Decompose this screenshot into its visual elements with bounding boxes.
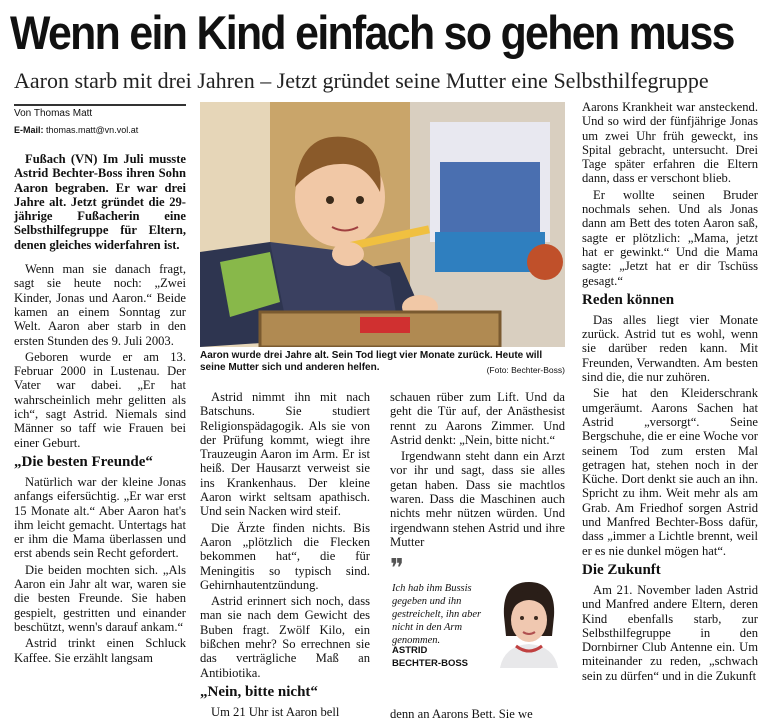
section-heading: Reden können	[582, 291, 675, 308]
mother-portrait-icon	[496, 576, 562, 668]
pull-quote	[390, 554, 568, 674]
paragraph: Astrid trinkt einen Schluck Kaffee. Sie erzählt langsam	[14, 636, 186, 665]
paragraph: Das alles liegt vier Monate zurück. Astrid tut es wohl, wenn sie darüber reden kann. Mit Freunden, Verwandten. Am besten sind die, die nur zuhören.	[582, 312, 758, 385]
column1-clip	[0, 150, 192, 720]
paragraph: Am 21. November laden Astrid und Manfred andere Eltern, deren Kind ebenfalls starb, zur Selbsthilfegruppe in den Dornbirner Club Antenne ein. Um miteinander zu reden, „schwach sein zu dürfen“ und in die Zukunft	[582, 582, 758, 683]
paragraph: Die Ärzte finden nichts. Bis Aaron „plötzlich die Flecken bekommen hat“, die für Meningitis so typisch sind. Gehirnhautentzündung.	[200, 520, 370, 592]
section-heading: Die Zukunft	[582, 561, 661, 578]
column3-continued-clip	[386, 700, 572, 720]
paragraph: schauen rüber zum Lift. Und da geht die Tür auf, der Anästhesist rennt zu Aarons Zimmer. Und Astrid denkt: „Nein, bitte nicht.“	[390, 390, 565, 447]
pull-quote-attribution	[392, 644, 492, 670]
lead-paragraph: Fußach (VN) Im Juli musste Astrid Bechter-Boss ihren Sohn Aaron begraben. Er war drei Jahre alt. Jetzt gründet die 29-jährige Fußacherin eine Selbsthilfegruppe für Eltern, denen gleiches widerfahren ist.	[14, 152, 186, 252]
attribution-first-name: ASTRID	[392, 645, 428, 656]
paragraph: Irgendwann steht dann ein Arzt vor ihr und sagt, dass sie alles getan haben. Dass sie machtlos waren. Dass die Maschinen auch nichts mehr nützen würden. Und irgendwann stehen Astrid und ihre Mutter	[390, 449, 565, 549]
attribution-last-name: BECHTER-BOSS	[392, 658, 469, 669]
headline: Wenn ein Kind einfach so gehen muss	[10, 6, 734, 59]
column2-clip	[196, 388, 376, 720]
author-name: Von Thomas Matt	[14, 108, 93, 119]
column3-clip	[386, 388, 572, 560]
article-column-1	[14, 152, 186, 667]
paragraph: denn an Aarons Bett. Sie we	[390, 707, 533, 720]
subheadline: Aaron starb mit drei Jahren – Jetzt gründet seine Mutter eine Selbsthilfegruppe	[14, 68, 709, 93]
photo-credit: (Foto: Bechter-Boss)	[486, 365, 565, 375]
article-column-3	[390, 390, 565, 551]
photo-caption-block	[200, 350, 565, 376]
author-email: thomas.matt@vn.vol.at	[46, 125, 139, 135]
paragraph: Er wollte seinen Bruder nochmals sehen. Und als Jonas dann am Bett des toten Aaron saß, sagte er plötzlich: „Mama, jetzt hat er gewinkt.“ Und die Mama sagte: „Jetzt hat er dir Tschüss gesagt.“	[582, 187, 758, 288]
paragraph: Astrid nimmt ihn mit nach Batschuns. Sie studiert Religionspädagogik. Als sie von der Prüfung kommt, wiegt ihre Trauzeugin Aaron im Arm. Er ist heiß. Der Hausarzt verweist sie ins Krankenhaus. Der kleine Aaron wirkt seltsam apathisch. Und sein Nacken wird steif.	[200, 390, 370, 519]
section-heading: „Nein, bitte nicht“	[200, 683, 318, 700]
paragraph: Natürlich war der kleine Jonas anfangs eifersüchtig. „Er war erst 15 Monate alt.“ Aber Aaron hat's ihm leicht gemacht. Untertags hat er ihm die Mama überlassen und erst abends sein Recht gefordert.	[14, 474, 186, 561]
article-column-4	[582, 100, 758, 685]
author-email-line	[14, 122, 186, 138]
paragraph: Um 21 Uhr ist Aaron bell	[211, 704, 340, 719]
article-column-2	[200, 390, 370, 720]
paragraph: Aarons Krankheit war ansteckend. Und so wird der fünfjährige Jonas um zwei Uhr früh geweckt, ins Spital gebracht, untersucht. Drei Tage später erfahren die Eltern dann, dass er verschont blieb.	[582, 100, 758, 186]
column4-clip	[578, 98, 768, 720]
email-label: E-Mail:	[14, 125, 44, 135]
paragraph: Geboren wurde er am 13. Februar 2000 in Lustenau. Der Vater war dabei. „Er hat wahrscheinlich mehr gelitten als ich“, sagt Astrid. Niemals sind Männer so taff wie Frauen bei einer Geburt.	[14, 349, 186, 450]
paragraph: Sie hat den Kleiderschrank umgeräumt. Aarons Sachen hat Astrid „versorgt“. Seine Bergschuhe, die er eine Woche vor seinem Tod zum ersten Mal getragen hat, stehen noch in der Küche. Dort denkt sie auch an ihn. Spricht zu ihm. Weit mehr als am Grab. Am Friedhof sorgen Astrid und Manfred Bechter-Boss dafür, dass „immer a Lichtle brennt, weil er es nie dunkel mögen hat“.	[582, 386, 758, 558]
article-column-3-continued	[390, 707, 565, 720]
paragraph: Astrid erinnert sich noch, dass man sie nach dem Gewicht des Buben fragt. Zwölf Kilo, ein bißchen mehr? So errechnen sie das verträgliche Maß an Antibiotika.	[200, 594, 370, 680]
photo-boy-playing-icon	[200, 102, 565, 347]
pull-quote-text: Ich hab ihm Bussis gegeben und ihn gestreichelt, ihn aber nicht in den Arm genommen.	[392, 583, 482, 646]
article-photo	[200, 102, 565, 347]
byline	[14, 104, 186, 138]
paragraph: Die beiden mochten sich. „Als Aaron ein Jahr alt war, waren sie die besten Freunde. Sie haben gespielt, gestritten und einander beschützt, wenn's darauf ankam.“	[14, 562, 186, 634]
section-heading: „Die besten Freunde“	[14, 453, 153, 470]
photo-caption: Aaron wurde drei Jahre alt. Sein Tod liegt vier Monate zurück. Heute will seine Mutter sich und anderen helfen.	[200, 350, 543, 373]
quote-mark-icon: ❞	[390, 554, 404, 583]
paragraph: Wenn man sie danach fragt, sagt sie heute noch: „Zwei Kinder, Jonas und Aaron.“ Beide kamen an einem Sonntag zur Welt. Aaron aber starb in den ersten Stunden des 9. Juli 2003.	[14, 262, 186, 348]
